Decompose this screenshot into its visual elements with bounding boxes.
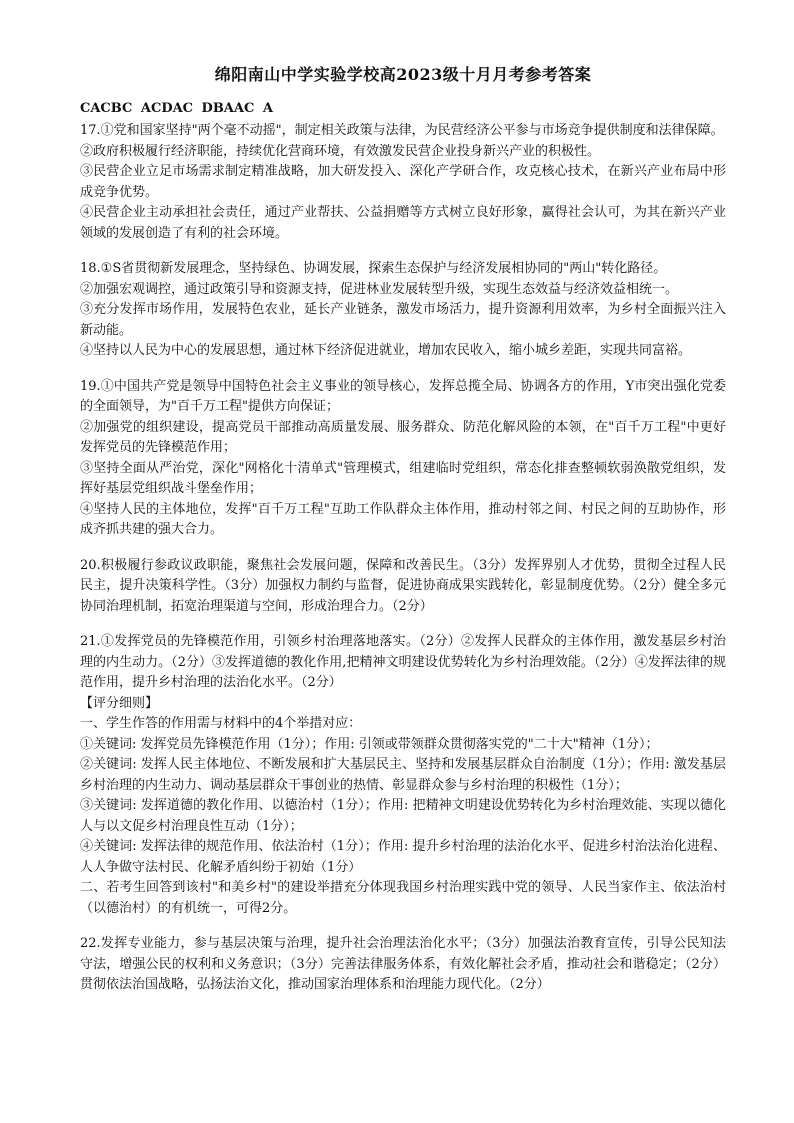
q18-point-2: ②加强宏观调控，通过政策引导和资源支持，促进林业发展转型升级，实现生态效益与经济效益相统一。 bbox=[80, 281, 679, 297]
question-21-answer bbox=[80, 632, 726, 919]
q21-scoring-item-1: 一、学生作答的作用需与材料中的4个举措对应： bbox=[80, 716, 362, 731]
q19-point-4: ④坚持人民的主体地位，发挥"百千万工程"互助工作队群众主体作用，推动村邻之间、村民之间的互助协作，形成齐抓共建的强大合力。 bbox=[80, 501, 726, 537]
q21-scoring-item-2: 二、若考生回答到该村"和美乡村"的建设举措充分体现我国乡村治理实践中党的领导、人民当家作主、依法治村（以德治村）的有机统一，可得2分。 bbox=[80, 880, 726, 916]
q21-paragraph: 21.①发挥党员的先锋模范作用，引领乡村治理落地落实。（2分）②发挥人民群众的主体作用，激发基层乡村治理的内生动力。（2分）③发挥道德的教化作用,把精神文明建设优势转化为乡村治理效能。（2分）④发挥法律的规范作用，提升乡村治理的法治化水平。（2分） bbox=[80, 634, 726, 690]
q17-point-2: ②政府积极履行经济职能，持续优化营商环境，有效激发民营企业投身新兴产业的积极性。 bbox=[80, 143, 601, 159]
q18-point-3: ③充分发挥市场作用，发展特色农业，延长产业链条，激发市场活力，提升资源利用效率，为乡村全面振兴注入新动能。 bbox=[80, 302, 726, 338]
q18-point-4: ④坚持以人民为中心的发展思想，通过林下经济促进就业，增加农民收入，缩小城乡差距，实现共同富裕。 bbox=[80, 343, 692, 358]
q17-point-1: 17.①党和国家坚持"两个毫不动摇"，制定相关政策与法律，为民营经济公平参与市场竞争提供制度和法律保障。 bbox=[80, 123, 724, 138]
q21-scoring-point-4: ④关键词: 发挥法律的规范作用、依法治村（1分）；作用: 提升乡村治理的法治化水平、促进乡村治法治化进程、人人争做守法村民、化解矛盾纠纷于初始（1分） bbox=[80, 839, 726, 875]
q18-point-1: 18.①S省贯彻新发展理念，坚持绿色、协调发展，探索生态保护与经济发展相协同的"两山"转化路径。 bbox=[80, 261, 667, 276]
q19-point-2: ②加强党的组织建设，提高党员干部推动高质量发展、服务群众、防范化解风险的本领，在"百千万工程"中更好发挥党员的先锋模范作用； bbox=[80, 419, 726, 455]
question-18-answer bbox=[80, 259, 726, 362]
choice-answers: CACBC ACDAC DBAAC A bbox=[80, 101, 273, 116]
question-19-answer bbox=[80, 377, 726, 541]
q17-point-3: ③民营企业立足市场需求制定精准战略，加大研发投入、深化产学研合作，攻克核心技术，在新兴产业布局中形成竞争优势。 bbox=[80, 164, 726, 200]
question-22-answer bbox=[80, 934, 726, 996]
question-17-answer bbox=[80, 121, 726, 244]
q19-point-3: ③坚持全面从严治党，深化"网格化十清单式"管理模式，组建临时党组织，常态化排查整顿软弱涣散党组织，发挥好基层党组织战斗堡垒作用； bbox=[80, 460, 726, 496]
q17-point-4: ④民营企业主动承担社会责任，通过产业帮扶、公益捐赠等方式树立良好形象，赢得社会认可，为其在新兴产业领域的发展创造了有利的社会环境。 bbox=[80, 205, 726, 241]
question-20-answer bbox=[80, 556, 726, 618]
q19-point-1: 19.①中国共产党是领导中国特色社会主义事业的领导核心，发挥总揽全局、协调各方的作用，Y市突出强化党委的全面领导，为"百千万工程"提供方向保证； bbox=[80, 378, 726, 414]
q20-paragraph: 20.积极履行参政议政职能，聚焦社会发展问题，保障和改善民生。（3分）发挥界别人才优势，贯彻全过程人民民主，提升决策科学性。（3分）加强权力制约与监督，促进协商成果实践转化，彰显制度优势。（2分）健全多元协同治理机制，拓宽治理渠道与空间，形成治理合力。（2分） bbox=[80, 557, 726, 614]
q21-scoring-point-2: ②关键词: 发挥人民主体地位、不断发展和扩大基层民主、坚持和发展基层群众自治制度（1分）；作用: 激发基层乡村治理的内生动力、调动基层群众干事创业的热情、彰显群众参与乡村治理的积极性（1分）； bbox=[80, 757, 726, 793]
page-title: 绵阳南山中学实验学校高2023级十月月考参考答案 bbox=[214, 65, 592, 84]
q21-scoring-point-1: ①关键词: 发挥党员先锋模范作用（1分）；作用: 引领或带领群众贯彻落实党的"二十大"精神（1分）； bbox=[80, 736, 659, 752]
answer-sheet-page bbox=[80, 62, 726, 996]
q22-paragraph: 22.发挥专业能力，参与基层决策与治理，提升社会治理法治化水平；（3分）加强法治教育宣传，引导公民知法守法，增强公民的权利和义务意识；（3分）完善法律服务体系，有效化解社会矛盾，推动社会和谐稳定；（2分）贯彻依法治国战略，弘扬法治文化，推动国家治理体系和治理能力现代化。（2分） bbox=[80, 936, 726, 992]
q21-scoring-heading: 【评分细则】 bbox=[80, 695, 159, 711]
q21-scoring-point-3: ③关键词: 发挥道德的教化作用、以德治村（1分）；作用: 把精神文明建设优势转化为乡村治理效能、实现以德化人与以文促乡村治理良性互动（1分）； bbox=[80, 798, 726, 834]
